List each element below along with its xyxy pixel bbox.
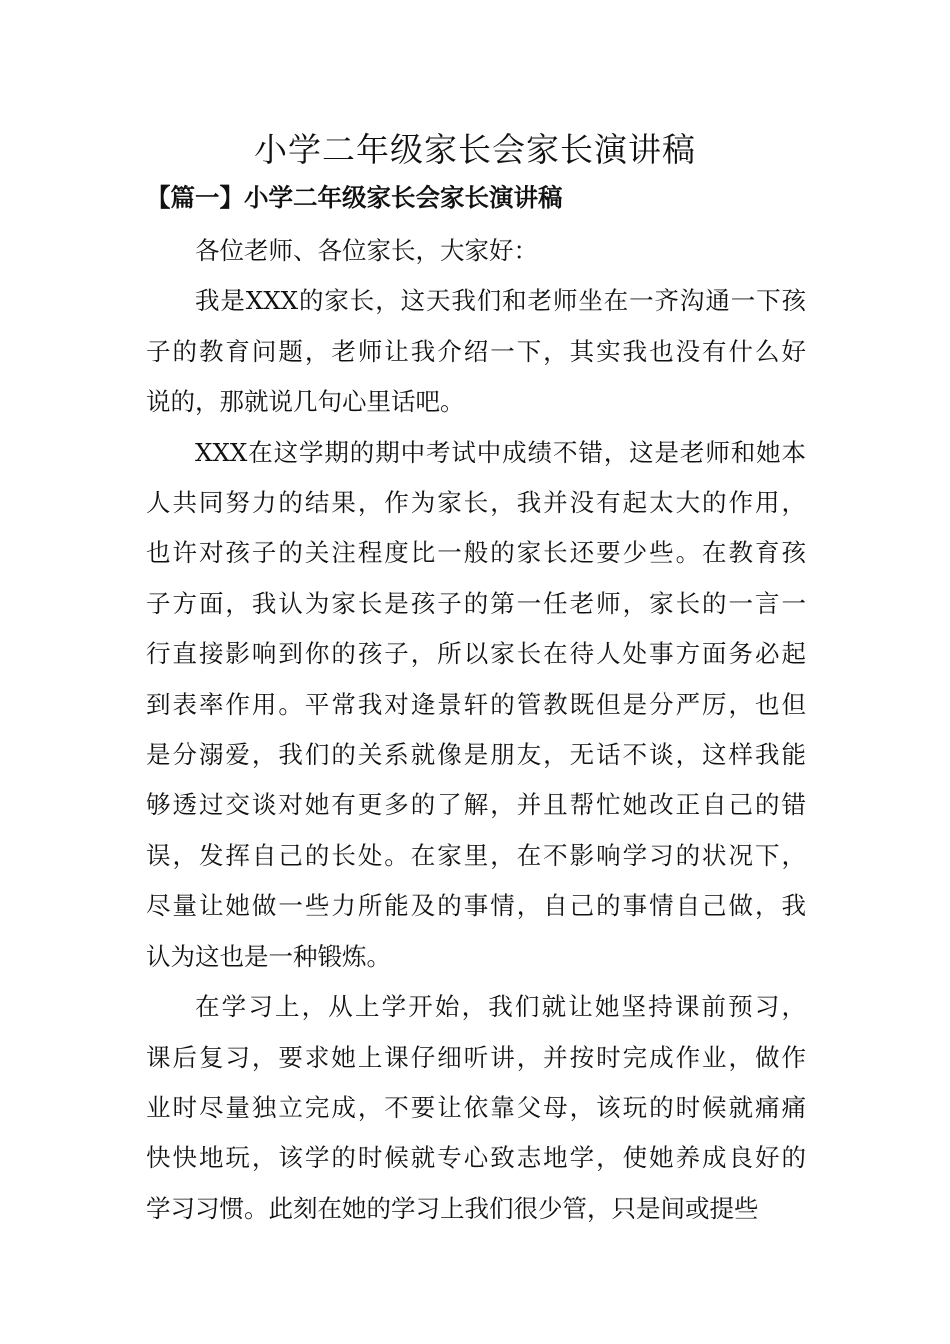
- paragraph: [146, 982, 806, 1234]
- paragraph: [146, 276, 806, 427]
- paragraph-line: 业时尽量独立完成，不要让依靠父母，该玩的时候就痛痛: [146, 1092, 806, 1122]
- section-heading: 【篇一】小学二年级家长会家长演讲稿: [146, 183, 563, 212]
- paragraph-line: 在学习上，从上学开始，我们就让她坚持课前预习，: [195, 992, 806, 1022]
- paragraph-line: 各位老师、各位家长，大家好：: [195, 236, 538, 265]
- paragraph-line: 是分溺爱，我们的关系就像是朋友，无话不谈，这样我能: [146, 740, 806, 770]
- paragraph-line: 子的教育问题，老师让我介绍一下，其实我也没有什么好: [146, 336, 806, 366]
- paragraph-line: 误，发挥自己的长处。在家里，在不影响学习的状况下，: [146, 840, 806, 870]
- paragraph-line: 子方面，我认为家长是孩子的第一任老师，家长的一言一: [146, 588, 806, 618]
- paragraph-line: 行直接影响到你的孩子，所以家长在待人处事方面务必起: [146, 639, 806, 669]
- paragraph-line: XXX在这学期的期中考试中成绩不错，这是老师和她本: [195, 437, 806, 467]
- paragraph-line: 学习习惯。此刻在她的学习上我们很少管，只是间或提些: [146, 1193, 759, 1223]
- document-body: [146, 226, 806, 1234]
- paragraph-line: 够透过交谈对她有更多的了解，并且帮忙她改正自己的错: [146, 790, 806, 820]
- document-title: 小学二年级家长会家长演讲稿: [254, 130, 696, 169]
- paragraph-line: 人共同努力的结果，作为家长，我并没有起太大的作用，: [146, 488, 806, 518]
- paragraph-line: 我是XXX的家长，这天我们和老师坐在一齐沟通一下孩: [195, 286, 806, 316]
- paragraph-line: 课后复习，要求她上课仔细听讲，并按时完成作业，做作: [146, 1042, 806, 1072]
- paragraph-line: 到表率作用。平常我对逄景轩的管教既但是分严厉，也但: [146, 689, 806, 719]
- paragraph-line: 快快地玩，该学的时候就专心致志地学，使她养成良好的: [146, 1143, 806, 1173]
- paragraph-line: 也许对孩子的关注程度比一般的家长还要少些。在教育孩: [146, 538, 806, 568]
- paragraph: [146, 226, 806, 276]
- paragraph-line: 认为这也是一种锻炼。: [146, 941, 391, 971]
- paragraph-line: 说的，那就说几句心里话吧。: [146, 387, 465, 417]
- paragraph: [146, 428, 806, 982]
- paragraph-line: 尽量让她做一些力所能及的事情，自己的事情自己做，我: [146, 891, 806, 921]
